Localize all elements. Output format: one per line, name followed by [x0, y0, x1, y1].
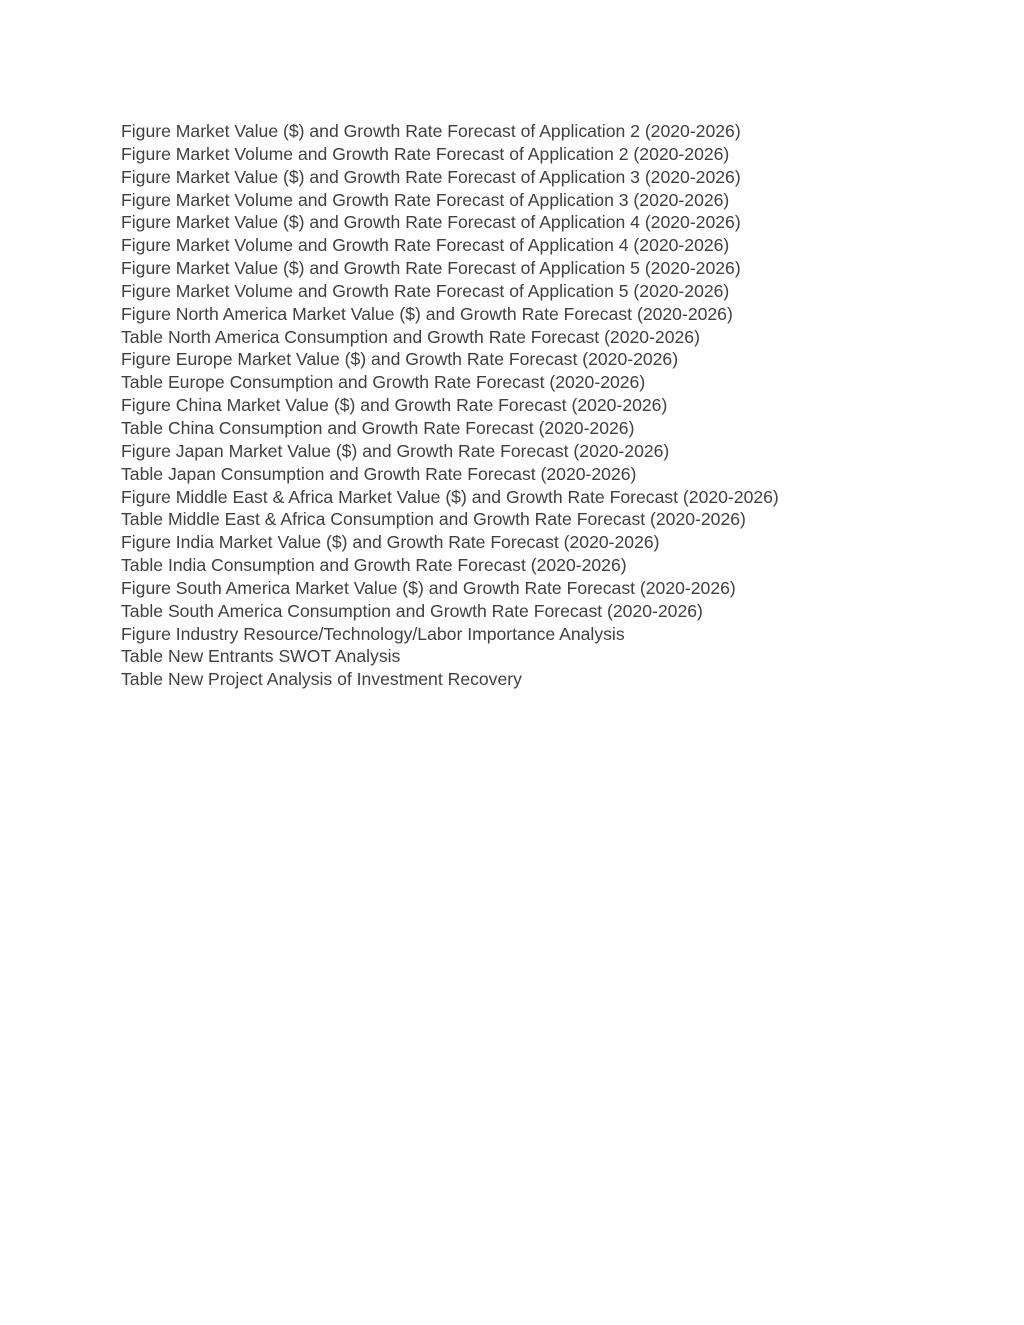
figure-table-list	[121, 120, 1001, 691]
list-item: Figure Middle East & Africa Market Value ($) and Growth Rate Forecast (2020-2026)	[121, 486, 779, 507]
list-item: Figure Market Value ($) and Growth Rate Forecast of Application 5 (2020-2026)	[121, 258, 741, 279]
list-item: Figure China Market Value ($) and Growth Rate Forecast (2020-2026)	[121, 395, 668, 416]
list-item: Table Europe Consumption and Growth Rate Forecast (2020-2026)	[121, 372, 646, 393]
list-item: Table India Consumption and Growth Rate Forecast (2020-2026)	[121, 555, 627, 576]
list-item: Figure Market Volume and Growth Rate Forecast of Application 5 (2020-2026)	[121, 280, 730, 301]
list-item: Figure Market Value ($) and Growth Rate Forecast of Application 2 (2020-2026)	[121, 121, 741, 141]
list-item: Table New Entrants SWOT Analysis	[121, 646, 401, 667]
list-item: Table North America Consumption and Growth Rate Forecast (2020-2026)	[121, 326, 700, 347]
list-item: Figure Market Volume and Growth Rate Forecast of Application 3 (2020-2026)	[121, 189, 730, 210]
list-item: Figure India Market Value ($) and Growth Rate Forecast (2020-2026)	[121, 532, 660, 553]
list-item: Figure Industry Resource/Technology/Labor Importance Analysis	[121, 623, 625, 644]
list-item: Table New Project Analysis of Investment Recovery	[121, 669, 522, 690]
list-item: Figure Japan Market Value ($) and Growth Rate Forecast (2020-2026)	[121, 440, 670, 461]
list-item: Table China Consumption and Growth Rate Forecast (2020-2026)	[121, 417, 635, 438]
list-item: Figure Market Value ($) and Growth Rate Forecast of Application 4 (2020-2026)	[121, 212, 741, 233]
list-item: Table Middle East & Africa Consumption and Growth Rate Forecast (2020-2026)	[121, 509, 746, 530]
list-item: Figure Market Volume and Growth Rate Forecast of Application 4 (2020-2026)	[121, 235, 730, 256]
list-item: Figure South America Market Value ($) and Growth Rate Forecast (2020-2026)	[121, 577, 736, 598]
list-item: Table Japan Consumption and Growth Rate Forecast (2020-2026)	[121, 463, 637, 484]
list-item: Figure Market Volume and Growth Rate Forecast of Application 2 (2020-2026)	[121, 143, 730, 164]
list-item: Table South America Consumption and Growth Rate Forecast (2020-2026)	[121, 600, 703, 621]
list-item: Figure Market Value ($) and Growth Rate Forecast of Application 3 (2020-2026)	[121, 166, 741, 187]
list-item: Figure Europe Market Value ($) and Growth Rate Forecast (2020-2026)	[121, 349, 679, 370]
list-item: Figure North America Market Value ($) and Growth Rate Forecast (2020-2026)	[121, 303, 733, 324]
